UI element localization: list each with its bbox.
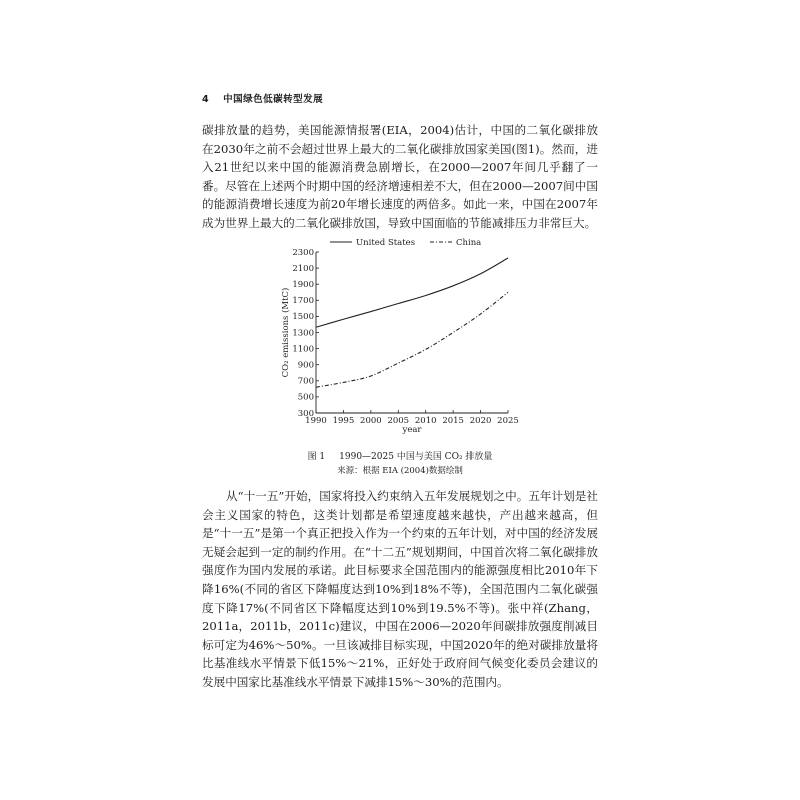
x-tick-label: 2010 <box>414 416 437 426</box>
chart-series <box>316 258 508 387</box>
x-tick-label: 2025 <box>497 416 519 426</box>
page-header <box>202 91 323 105</box>
figure-title: 1990—2025 中国与美国 CO₂ 排放量 <box>339 452 493 462</box>
x-tick-label: 1995 <box>332 416 355 426</box>
series-line-united-states <box>316 258 508 327</box>
y-tick-label: 900 <box>297 360 314 371</box>
co2-emissions-chart <box>280 232 530 437</box>
y-tick-label: 1900 <box>292 280 314 290</box>
chart-axes <box>280 248 519 435</box>
figure-caption <box>200 449 600 462</box>
body-paragraph: 碳排放量的趋势，美国能源情报署(EIA，2004)估计，中国的二氧化碳排放在2030年之前不会超过世界上最大的二氧化碳排放国家美国(图1)。然而，进入21世纪以来中国的能源消费急剧增长，在2000—2007年间几乎翻了一番。尽管在上述两个时期中国的经济增速相差不大，但在2000—2007间中国的能源消费增长速度为前20年增长速度的两倍多。如此一来，中国在2007年成为世界上最大的二氧化碳排放国，导致中国面临的节能减排压力非常巨大。 <box>202 123 598 230</box>
book-title: 中国绿色低碳转型发展 <box>223 94 324 105</box>
x-tick-label: 2000 <box>360 416 382 426</box>
x-axis-label: year <box>402 425 422 435</box>
chart-legend <box>330 238 481 248</box>
figure-number: 图 1 <box>307 452 326 462</box>
y-tick-label: 500 <box>297 392 314 403</box>
y-tick-label: 1100 <box>292 344 314 355</box>
x-tick-label: 2020 <box>469 416 492 426</box>
page-number: 4 <box>202 94 210 105</box>
y-tick-label: 1700 <box>292 296 314 307</box>
y-axis-label: CO₂ emissions (MtC) <box>281 287 291 378</box>
legend-label-united-states: United States <box>356 238 416 248</box>
y-tick-label: 1500 <box>292 312 314 323</box>
y-tick-label: 2100 <box>292 263 314 274</box>
body-paragraph: 从“十一五”开始，国家将投入约束纳入五年发展规划之中。五年计划是社会主义国家的特色，这类计划都是希望速度越来越快，产出越来越高，但是“十一五”是第一个真正把投入作为一个约束的五年计划，对中国的经济发展无疑会起到一定的制约作用。在“十二五”规划期间，中国首次将二氧化碳排放强度作为国内发展的承诺。此目标要求全国范围内的能源强度相比2010年下降16%(不同的省区下降幅度达到10%到18%不等)，全国范围内二氧化碳强度下降17%(不同省区下降幅度达到10%到19.5%不等)。张中祥(Zhang，2011a，2011b，2011c)建议，中国在2006—2020年间碳排放强度削减目标可定为46%～50%。一旦该减排目标实现，中国2020年的绝对碳排放量将比基准线水平情景下低15%～21%，正好处于政府间气候变化委员会建议的发展中国家比基准线水平情景下减排15%～30%的范围内。 <box>202 489 598 689</box>
x-tick-label: 1990 <box>305 416 327 426</box>
y-tick-label: 700 <box>297 376 314 387</box>
x-tick-label: 2005 <box>387 416 410 426</box>
body-paragraph-2-block <box>202 487 598 692</box>
figure-source: 来源：根据 EIA (2004)数据绘制 <box>337 466 463 476</box>
series-line-china <box>316 292 508 387</box>
y-tick-label: 2300 <box>292 247 314 258</box>
body-paragraph-1-block <box>202 121 598 233</box>
y-tick-label: 300 <box>297 408 314 419</box>
x-tick-label: 2015 <box>442 416 464 426</box>
legend-label-china: China <box>456 238 482 248</box>
y-tick-label: 1300 <box>292 328 314 339</box>
